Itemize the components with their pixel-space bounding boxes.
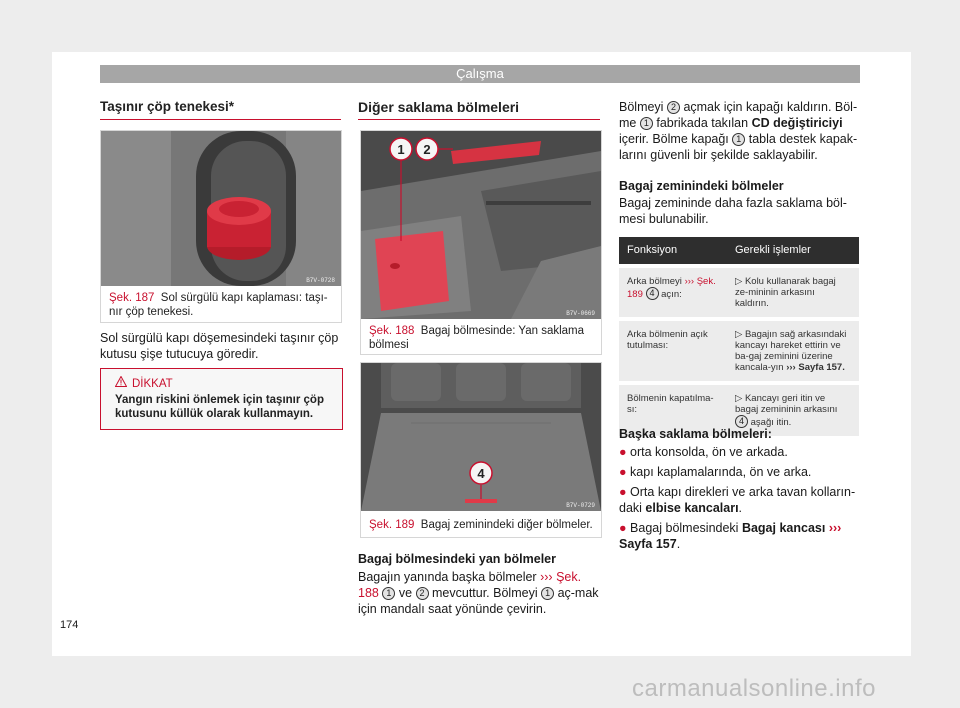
callout-1: 1 (640, 117, 653, 130)
trash-bin-description: Sol sürgülü kapı döşemesindeki taşınır çöp kutusu şişe tutucuya göredir. (100, 331, 339, 361)
bullet-icon: ● (619, 521, 627, 535)
floor-compartment-image (361, 363, 601, 511)
other-compartments-subhead: Başka saklama bölmeleri: (619, 427, 772, 441)
compartment-details-text: Bölmeyi 2 açmak için kapağı kaldırın. Böl-me 1 fabrikada takılan CD değiştiriciyi içerir. Bölme kapağı 1 tabla destek kapak-larını güvenli bir şekilde saklayabilir. (619, 100, 858, 162)
figure-188-caption (369, 324, 595, 352)
figure-label: Şek. 187 (109, 292, 155, 304)
figure-189 (360, 362, 602, 538)
other-compartments-list (619, 444, 861, 552)
callout-1: 1 (382, 587, 395, 600)
figure-187 (100, 130, 342, 323)
floor-compartments-text: Bagaj zemininde daha fazla saklama böl-mesi bulunabilir. (619, 196, 847, 226)
step-arrow-icon: ▷ (735, 329, 743, 340)
table-cell-function: Arka bölmeyi ››› Şek. 189 4 açın: (619, 266, 727, 319)
table-header-row (619, 237, 859, 266)
step-arrow-icon: ▷ (735, 276, 743, 287)
table-header-actions: Gerekli işlemler (727, 237, 859, 266)
figure-label: Şek. 189 (369, 519, 415, 531)
callout-4: 4 (735, 415, 748, 428)
figure-label: Şek. 188 (369, 325, 415, 337)
svg-text:B7V-0729: B7V-0729 (566, 502, 595, 509)
svg-text:B7V-0728: B7V-0728 (306, 277, 335, 284)
warning-triangle-icon (115, 376, 127, 390)
callout-1: 1 (541, 587, 554, 600)
caption-text: Sol sürgülü kapı kaplaması: taşı-nır çöp tenekesi. (109, 292, 328, 318)
warning-text: Yangın riskini önlemek için taşınır çöp kutusunu küllük olarak kullanmayın. (115, 394, 324, 420)
bullet-icon: ● (619, 465, 627, 479)
callout-2: 2 (416, 587, 429, 600)
callout-2: 2 (423, 142, 431, 157)
page-number: 174 (60, 619, 79, 631)
warning-box (100, 368, 343, 430)
side-compartments-subhead: Bagaj bölmesindeki yan bölmeler (358, 552, 556, 566)
figure-ref-link[interactable]: Şek. 188 (358, 570, 582, 600)
operations-table (619, 237, 859, 436)
page-header: Çalışma (100, 65, 860, 83)
title-rule (358, 119, 600, 120)
svg-text:B7V-0669: B7V-0669 (566, 310, 595, 317)
page-ref-link[interactable]: Sayfa 157. (798, 362, 845, 373)
bullet-icon: ● (619, 485, 627, 499)
warning-label: DİKKAT (132, 378, 173, 390)
table-cell-action: ▷ Kolu kullanarak bagaj ze-mininin arkasını kaldırın. (727, 266, 859, 319)
section-title-trash-bin: Taşınır çöp tenekesi* (100, 99, 235, 114)
watermark: carmanualsonline.info (632, 675, 876, 702)
callout-4: 4 (646, 287, 659, 300)
warning-header (115, 376, 173, 390)
figure-188 (360, 130, 602, 355)
list-item: ● kapı kaplamalarında, ön ve arka. (619, 465, 812, 479)
table-cell-function: Bölmenin kapatılma-sı: (619, 383, 727, 436)
trash-bin-illustration (101, 131, 341, 286)
side-compartment-image (361, 131, 601, 319)
callout-1: 1 (732, 133, 745, 146)
table-cell-action: ▷ Kancayı geri itin ve bagaj zemininin arkasını 4 aşağı itin. (727, 383, 859, 436)
table-header-function: Fonksiyon (619, 237, 727, 266)
step-arrow-icon: ▷ (735, 393, 743, 404)
side-compartments-text: Bagajın yanında başka bölmeler ››› Şek. 188 1 ve 2 mevcuttur. Bölmeyi 1 aç-mak için mandalı saat yönünde çevirin. (358, 570, 599, 616)
page-ref-link[interactable]: Sayfa 157 (619, 537, 677, 551)
table-cell-function: Arka bölmenin açık tutulması: (619, 319, 727, 383)
caption-text: Bagaj bölmesinde: Yan saklama bölmesi (369, 325, 585, 351)
callout-4: 4 (477, 466, 485, 481)
callout-1: 1 (397, 142, 405, 157)
trash-bin-image (101, 131, 341, 286)
floor-compartment-illustration (361, 363, 601, 511)
figure-187-caption (109, 291, 335, 319)
callout-2: 2 (667, 101, 680, 114)
side-compartment-illustration (361, 131, 601, 319)
list-item: ● Orta kapı direkleri ve arka tavan kolların-daki elbise kancaları. (619, 485, 856, 515)
list-item: ● Bagaj bölmesindeki Bagaj kancası ››› Sayfa 157. (619, 521, 842, 551)
title-rule (100, 119, 341, 120)
section-title-storage: Diğer saklama bölmeleri (358, 99, 520, 115)
list-item: ● orta konsolda, ön ve arkada. (619, 445, 788, 459)
caption-text: Bagaj zeminindeki diğer bölmeler. (420, 519, 593, 531)
table-row (619, 319, 859, 383)
table-cell-action: ▷ Bagajın sağ arkasındaki kancayı hareket ettirin ve ba-gaj zeminini üzerine kancala-yın ››› Sayfa 157. (727, 319, 859, 383)
floor-compartments-subhead: Bagaj zeminindeki bölmeler (619, 179, 784, 193)
bullet-icon: ● (619, 445, 627, 459)
table-row (619, 266, 859, 319)
figure-189-caption (369, 518, 595, 532)
figure-ref-link[interactable]: Şek. 189 (627, 276, 716, 300)
